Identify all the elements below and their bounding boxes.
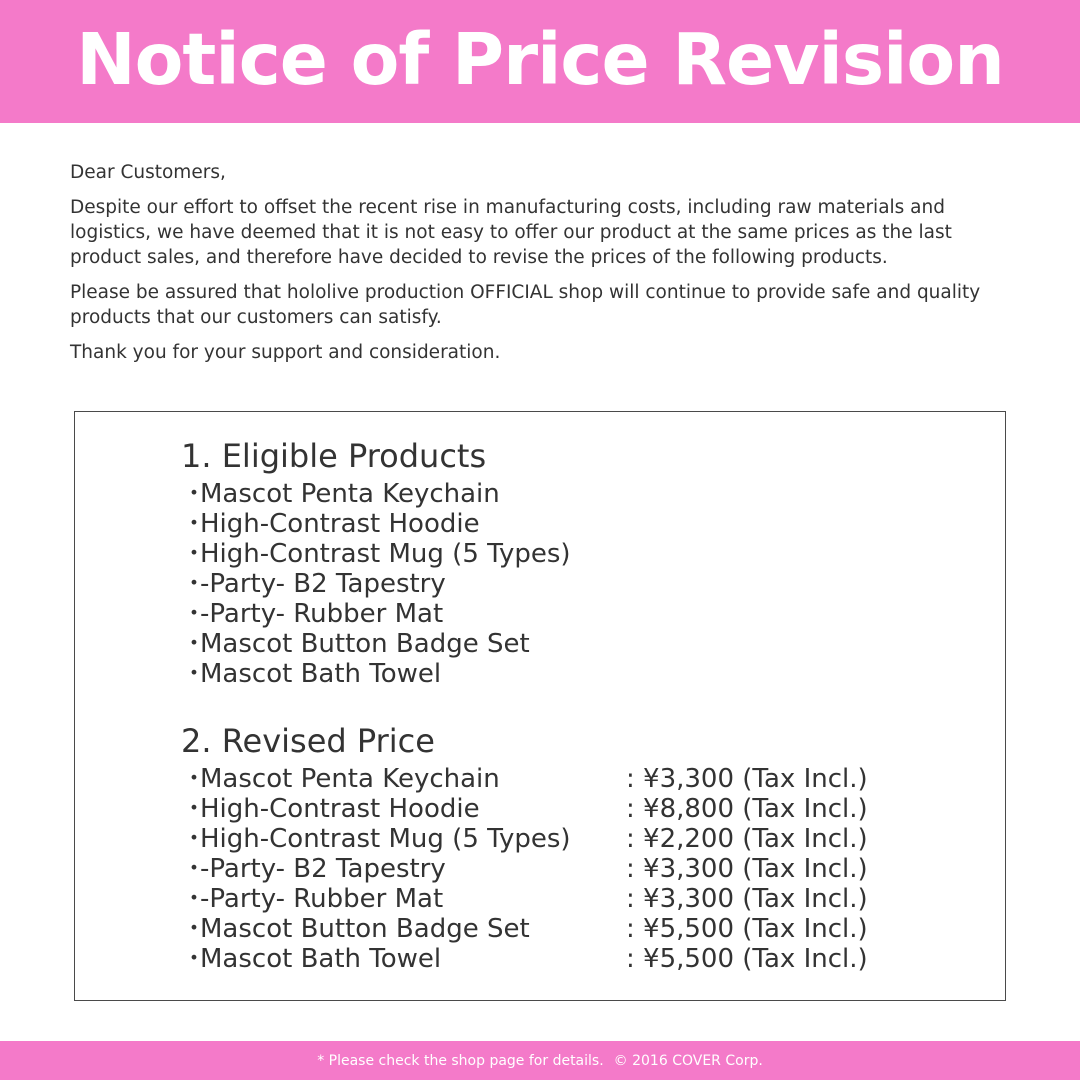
price-row: ・ High-Contrast Mug (5 Types) : ¥2,200 (Tax Incl.) <box>181 824 868 854</box>
price-row: ・ -Party- Rubber Mat : ¥3,300 (Tax Incl.) <box>181 884 868 914</box>
product-name: -Party- Rubber Mat <box>200 884 444 914</box>
list-item: ・ Mascot Penta Keychain <box>181 479 500 509</box>
product-name: -Party- B2 Tapestry <box>200 854 446 884</box>
price-row: ・ Mascot Button Badge Set : ¥5,500 (Tax Incl.) <box>181 914 868 944</box>
product-name: High-Contrast Hoodie <box>200 794 480 824</box>
product-price: : ¥3,300 (Tax Incl.) <box>626 764 868 794</box>
intro-text <box>70 160 1020 375</box>
greeting: Dear Customers, <box>70 162 226 183</box>
price-row: ・ High-Contrast Hoodie : ¥8,800 (Tax Incl.) <box>181 794 868 824</box>
eligible-products-list <box>181 479 571 689</box>
product-price: : ¥3,300 (Tax Incl.) <box>626 854 868 884</box>
list-item: ・ -Party- B2 Tapestry <box>181 569 446 599</box>
eligible-products-title: 1. Eligible Products <box>181 437 487 475</box>
product-name: Mascot Penta Keychain <box>200 764 500 794</box>
footer-note: * Please check the shop page for details. <box>317 1052 604 1069</box>
list-item: ・ High-Contrast Mug (5 Types) <box>181 539 571 569</box>
product-name: Mascot Bath Towel <box>200 944 442 974</box>
list-item: ・ -Party- Rubber Mat <box>181 599 444 629</box>
list-item: ・ High-Contrast Hoodie <box>181 509 480 539</box>
product-price: : ¥8,800 (Tax Incl.) <box>626 794 868 824</box>
intro-paragraph-2: Please be assured that hololive production OFFICIAL shop will continue to provide safe and quality products that our customers can satisfy. <box>70 282 981 328</box>
title-banner <box>0 0 1080 123</box>
price-row: ・ Mascot Bath Towel : ¥5,500 (Tax Incl.) <box>181 944 868 974</box>
list-item: ・ Mascot Bath Towel <box>181 659 442 689</box>
revised-price-title: 2. Revised Price <box>181 722 435 760</box>
list-item: ・ Mascot Button Badge Set <box>181 629 530 659</box>
product-price: : ¥5,500 (Tax Incl.) <box>626 914 868 944</box>
intro-paragraph-1: Despite our effort to offset the recent rise in manufacturing costs, including raw materials and logistics, we have deemed that it is not easy to offer our product at the same prices as the last product sales, and therefore have decided to revise the prices of the following products. <box>70 197 952 268</box>
copyright: © 2016 COVER Corp. <box>613 1052 763 1069</box>
product-name: Mascot Button Badge Set <box>200 914 530 944</box>
product-price: : ¥2,200 (Tax Incl.) <box>626 824 868 854</box>
revised-price-list <box>181 764 868 974</box>
price-row: ・ -Party- B2 Tapestry : ¥3,300 (Tax Incl.) <box>181 854 868 884</box>
product-price: : ¥5,500 (Tax Incl.) <box>626 944 868 974</box>
closing-line: Thank you for your support and consideration. <box>70 342 501 363</box>
product-price: : ¥3,300 (Tax Incl.) <box>626 884 868 914</box>
product-name: High-Contrast Mug (5 Types) <box>200 824 571 854</box>
footer-bar <box>0 1041 1080 1080</box>
price-row: ・ Mascot Penta Keychain : ¥3,300 (Tax Incl.) <box>181 764 868 794</box>
page-title: Notice of Price Revision <box>76 18 1004 101</box>
